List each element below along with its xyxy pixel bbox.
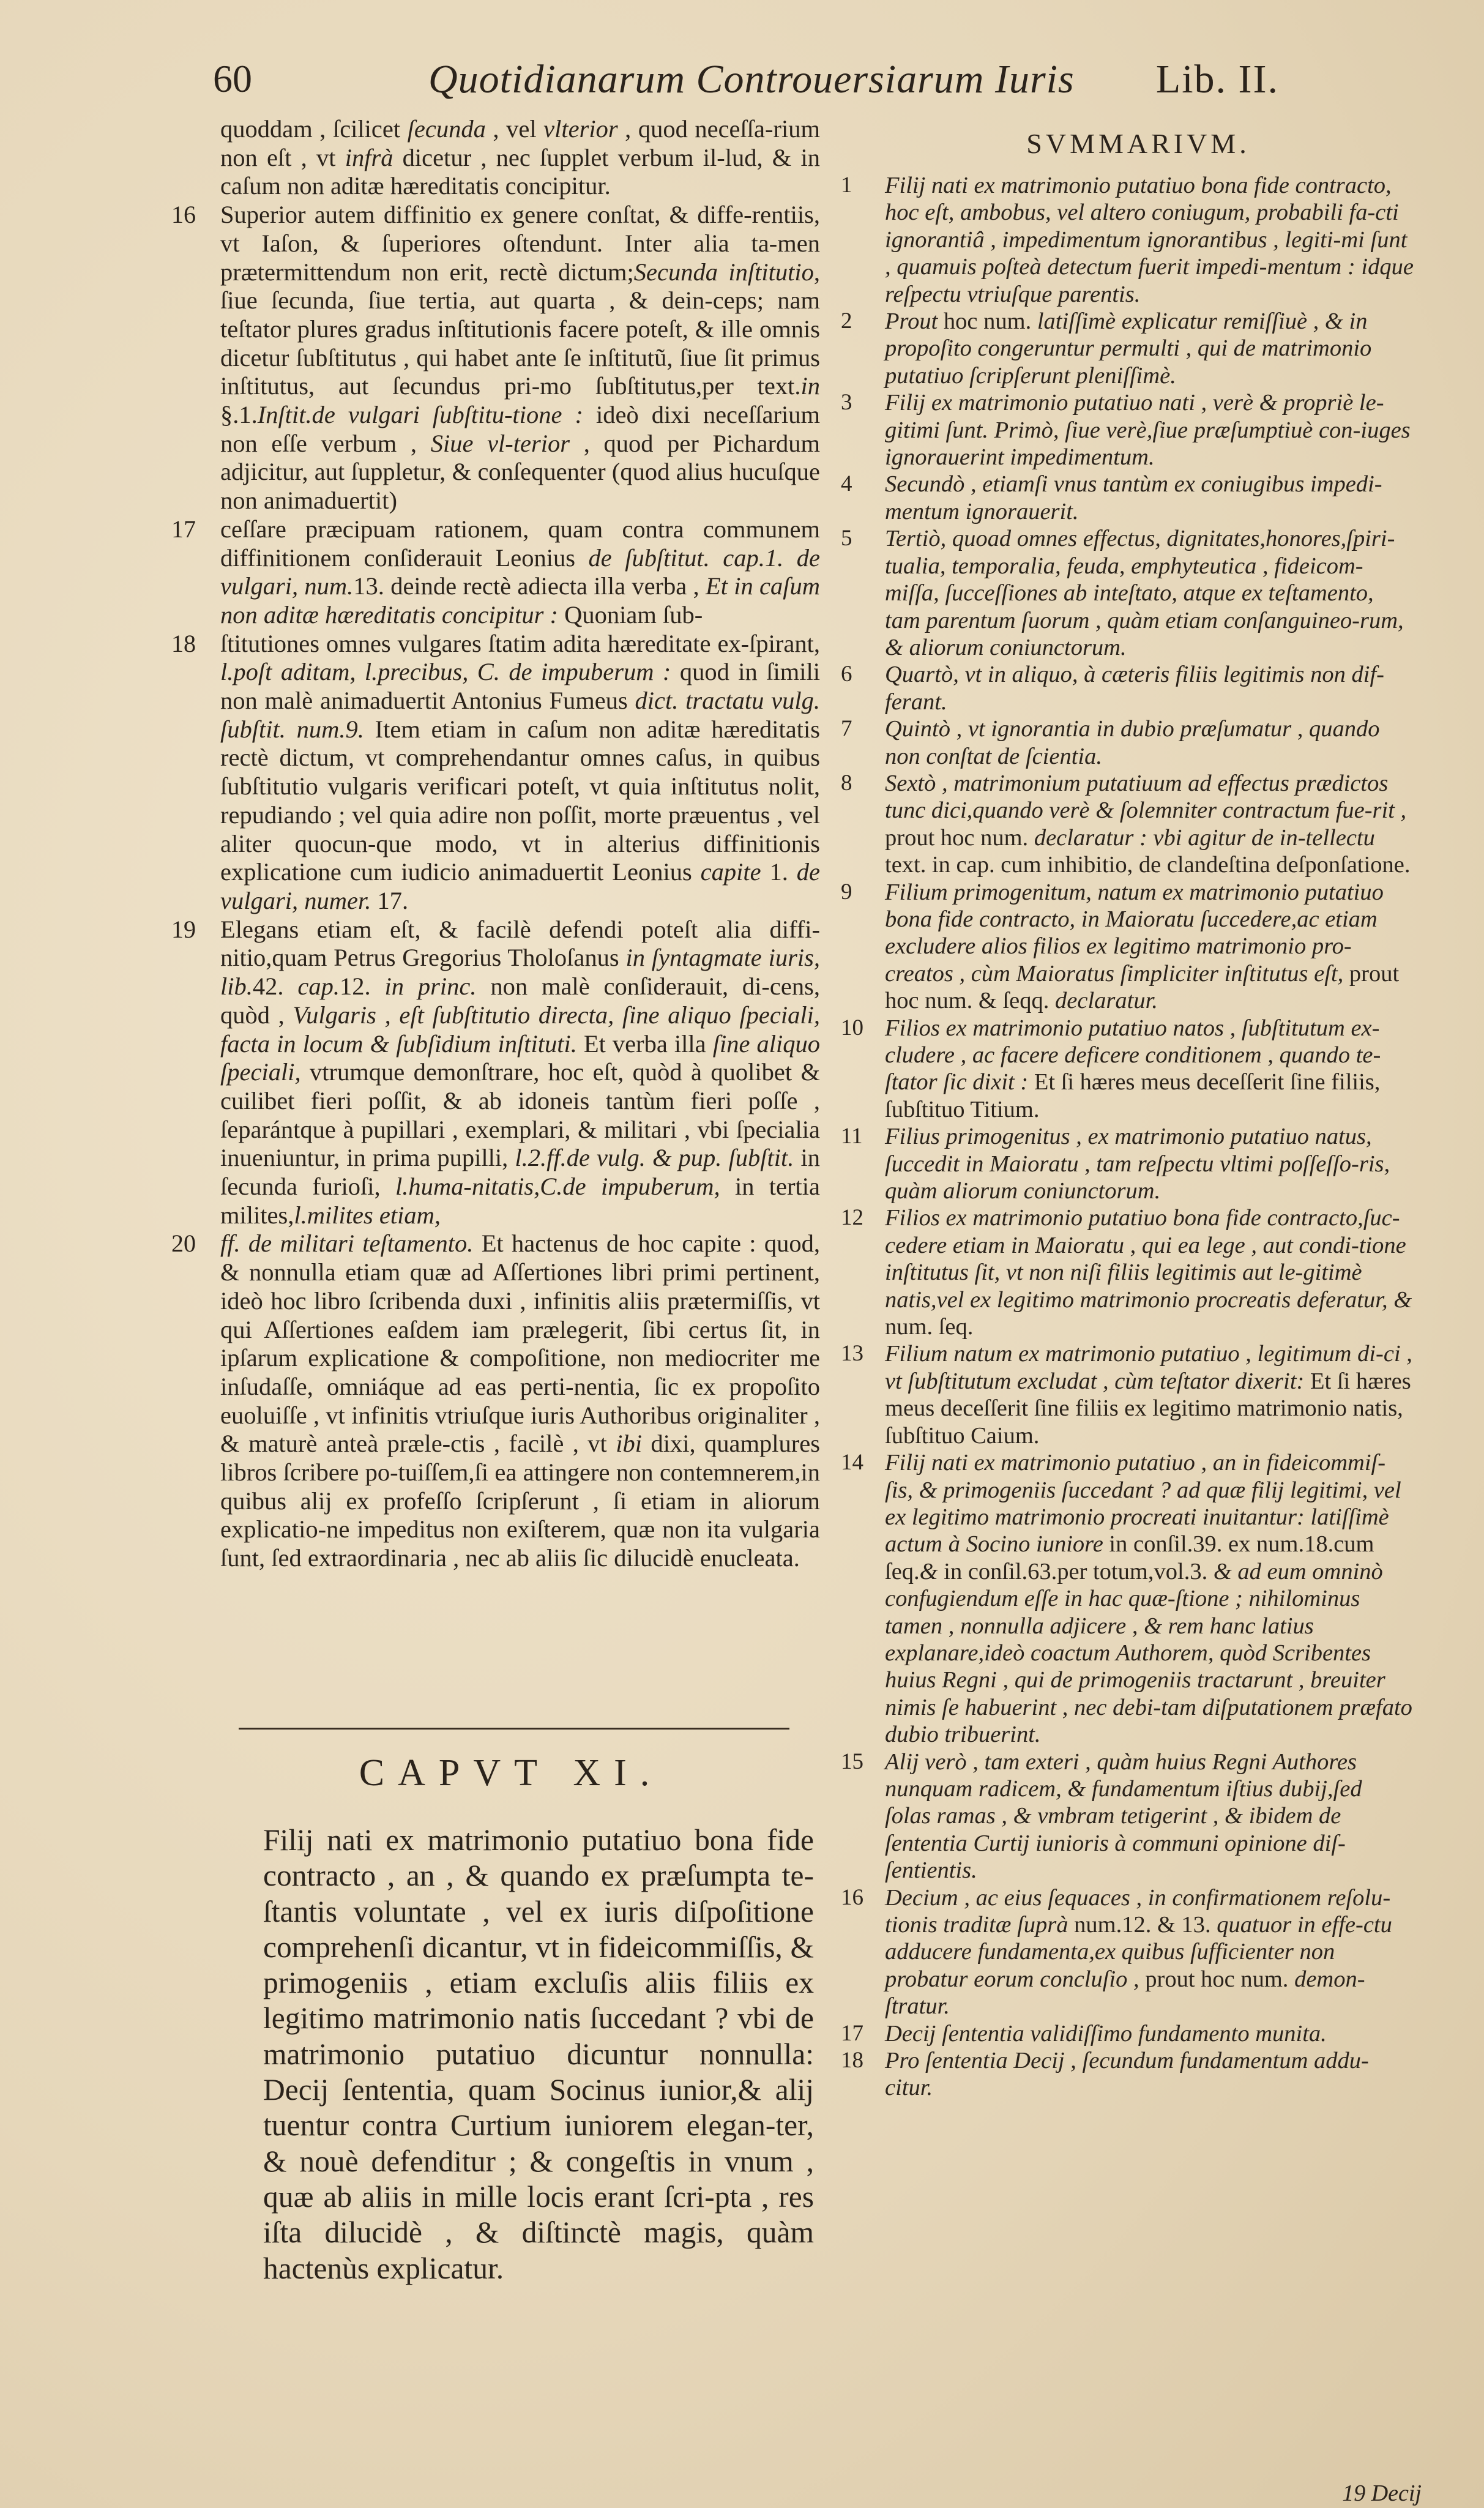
summarium-item [838,1884,1414,2020]
margin-number: 20 [171,1230,196,1258]
item-text: Tertiò, quoad omnes effectus, dignitates,honores,ſpiri-tualia, temporalia, feuda, emphyteutica , fideicom-miſſa, ſucceſſiones ab inteſtato, atque ex teſtamento, tam parentum ſuorum , quàm etiam conſanguineo-rum, & aliorum coniunctorum. [885,526,1404,660]
margin-number: 16 [171,201,196,229]
item-text: Decij ſententia validiſſimo fundamento munita. [885,2020,1327,2047]
body-paragraph [171,115,820,201]
item-number: 18 [841,2048,863,2073]
right-column [838,127,1414,2102]
item-number: 14 [841,1450,863,1476]
item-number: 13 [841,1341,863,1367]
summarium-item [838,1340,1414,1449]
item-text: Filij nati ex matrimonio putatiuo , an in fideicommiſ-ſis, & primogeniis ſuccedant ? ad quæ filij legitimi, vel ex legitimo matrimonio procreati inuitantur: latiſſimè actum à Socino iuniore in conſil.39. ex num.18.cum ſeq.& in conſil.63.per totum,vol.3. & ad eum omninò confugiendum eſſe in hac quæ-ſtione ; nihilominus tamen , nonnulla adjicere , & rem hanc latius explanare,ideò coactum Authorem, quòd Scribentes huius Regni , qui de primogeniis tractarunt , breuiter nimis ſe habuerint , nec debi-tam diſputationem præfato dubio tribuerint. [885,1450,1412,1748]
summarium-item [838,770,1414,879]
margin-number: 19 [171,915,196,943]
item-text: Filij ex matrimonio putatiuo nati , verè & propriè le-gitimi ſunt. Primò, ſiue verè,ſiue præſumptiuè con-iuges ignorauerint impedimentum. [885,390,1411,471]
page-number: 60 [213,57,252,100]
item-text: Alij verò , tam exteri , quàm huius Regni Authores nunquam radicem, & fundamentum iſtius dubij,ſed ſolas ramas , & vmbram tetigerint , & ibidem de ſententia Curtij iunioris à communi opinione diſ-ſentientis. [885,1749,1362,1884]
chapter-rule [239,1728,789,1730]
item-number: 6 [841,662,852,687]
item-number: 12 [841,1205,863,1231]
item-text: Filius primogenitus , ex matrimonio putatiuo natus, ſuccedit in Maioratu , tam reſpectu vltimi poſſeſſo-ris, quàm aliorum coniunctorum. [885,1124,1390,1204]
item-text: Secundò , etiamſi vnus tantùm ex coniugibus impedi-mentum ignorauerit. [885,471,1382,524]
margin-number: 17 [171,515,196,543]
summarium-item [838,525,1414,661]
chapter-heading: CAPVT XI. [359,1752,663,1794]
item-number: 8 [841,770,852,796]
body-paragraph [171,515,820,630]
item-text: Filium natum ex matrimonio putatiuo , legitimum di-ci , vt ſubſtitutum excludat , cùm teſtator dixerit: Et ſi hæres meus deceſſerit ſine filiis ex legitimo matrimonio natis, ſubſtituo Caium. [885,1341,1412,1449]
summarium-item [838,471,1414,525]
summarium-item [838,1449,1414,1748]
body-paragraph [171,1230,820,1572]
summarium-item [838,1749,1414,1884]
item-number: 5 [841,526,852,551]
item-number: 4 [841,471,852,497]
summarium-item [838,715,1414,770]
item-text: Decium , ac eius ſequaces , in confirmationem reſolu-tionis traditæ ſuprà num.12. & 13. quatuor in effe-ctu adducere fundamenta,ex quibus ſufficienter non probatur eorum concluſio , prout hoc num. demon-ſtratur. [885,1884,1392,2020]
summarium-item [838,661,1414,715]
item-number: 10 [841,1015,863,1040]
margin-number: 18 [171,629,196,657]
running-title: Quotidianarum Controuersiarum Iuris [428,57,1075,102]
paragraph-text: Superior autem diffinitio ex genere conſtat, & diffe-rentiis, vt Iaſon, & ſuperiores oſtendunt. Inter alia ta-men prætermittendum non erit, rectè dictum;Secunda inſtitutio, ſiue ſecunda, ſiue tertia, aut quarta , & dein-ceps; nam teſtator plures gradus inſtitutionis facere poteſt, & ille omnis dicetur ſubſtitutus , qui habet ante ſe inſtitutũ, ſiue ſit primus inſtitutus, aut ſecundus pri-mo ſubſtitutus,per text.in §.1.Inſtit.de vulgari ſubſtitu-tione : ideò dixi neceſſarium non eſſe verbum , Siue vl-terior , quod per Pichardum adjicitur, aut ſuppletur, & conſequenter (quod alius hucuſque non animaduertit) [220,201,820,515]
summarium-item [838,172,1414,308]
paragraph-text: Elegans etiam eſt, & facilè defendi poteſt alia diffi-nitio,quam Petrus Gregorius Tholoſanus in ſyntagmate iuris, lib.42. cap.12. in princ. non malè conſiderauit, di-cens, quòd , Vulgaris , eſt ſubſtitutio directa, ſine aliquo ſpeciali, facta in locum & ſubſidium inſtituti. Et verba illa ſine aliquo ſpeciali, vtrumque demonſtrare, hoc eſt, quòd à quolibet & cuilibet fieri poſſit, & ab idoneis tantùm fieri poſſe , ſeparántque à pupillari , exemplari, & militari , vbi ſpecialia inueniuntur, in prima pupilli, l.2.ff.de vulg. & pup. ſubſtit. in ſecunda furioſi, l.huma-nitatis,C.de impuberum, in tertia milites,l.milites etiam, [220,915,821,1229]
paragraph-text: ff. de militari teſtamento. Et hactenus de hoc capite : quod, & nonnulla etiam quæ ad Aſſertiones libri primi pertinent, ideò hoc libro ſcribenda duxi , infinitis aliis prætermiſſis, vt qui Aſſertiones eaſdem iam prælegerit, ſibi certus ſit, in ipſarum explicatione & compoſitione, non mediocriter me inſudaſſe, omniáque ad eas perti-nentia, ſic ex propoſito euoluiſſe , vt infinitis vtriuſque iuris Authoribus originaliter , & maturè anteà præle-ctis , facilè , vt ibi dixi, quamplures libros ſcribere po-tuiſſem,ſi ea attingere non contemnerem,in quibus alij ex profeſſo ſcripſerunt , ſi etiam in aliorum explicatio-ne impeditus non exiſterem, quæ non ita vulgaria ſunt, ſed extraordinaria , nec ab aliis ſic dilucidè enucleata. [220,1230,820,1572]
summarium-item [838,1123,1414,1204]
summarium-heading: SVMMARIVM. [1026,128,1250,159]
book-label: Lib. II. [1155,57,1279,102]
paragraph-text: ceſſare præcipuam rationem, quam contra communem diffinitionem conſiderauit Leonius de ſubſtitut. cap.1. de vulgari, num.13. deinde rectè adiecta illa verba , Et in caſum non aditæ hæreditatis concipitur : Quoniam ſub- [220,515,820,629]
summarium-item [838,389,1414,471]
summarium-item [838,1204,1414,1340]
summarium-list [838,172,1414,2102]
summarium-item [838,308,1414,389]
body-paragraph [171,201,820,515]
item-number: 16 [841,1884,863,1910]
item-text: Filij nati ex matrimonio putatiuo bona fide contracto, hoc eſt, ambobus, vel altero coniugum, probabili fa-cti ignorantiâ , impedimentum ignorantibus , legiti-mi ſunt , quamuis poſteà detectum fuerit impedi-mentum : idque reſpectu vtriuſque parentis. [885,173,1414,307]
item-text: Pro ſententia Decij , ſecundum fundamentum addu-citur. [885,2048,1369,2101]
summarium-item [838,2047,1414,2102]
item-number: 17 [841,2020,863,2046]
item-number: 11 [841,1124,863,1149]
catchword: 19 Decij [1342,2480,1422,2506]
item-text: Prout hoc num. latiſſimè explicatur remiſſiuè , & in propoſito congeruntur permulti , qui de matrimonio putatiuo ſcripſerunt pleniſſimè. [885,308,1372,389]
item-number: 1 [841,173,852,198]
item-text: Quartò, vt in aliquo, à cæteris filiis legitimis non dif-ferant. [885,662,1384,715]
item-number: 7 [841,716,852,742]
item-number: 9 [841,879,852,905]
summarium-item [838,879,1414,1015]
item-text: Sextò , matrimonium putatiuum ad effectus prædictos tunc dici,quando verè & ſolemniter contractum fue-rit , prout hoc num. declaratur : vbi agitur de in-tellectu text. in cap. cum inhibitio, de clandeſtina deſponſatione. [885,770,1411,878]
running-head [208,56,1279,118]
item-number: 3 [841,390,852,416]
item-text: Filios ex matrimonio putatiuo natos , ſubſtitutum ex-cludere , ac facere deficere conditionem , quando te-ſtator ſic dixit : Et ſi hæres meus deceſſerit ſine filiis, ſubſtituo Titium. [885,1015,1381,1122]
paragraph-text: ſtitutiones omnes vulgares ſtatim adita hæreditate ex-ſpirant, l.poſt aditam, l.precibus, C. de impuberum : quod in ſimili non malè animaduertit Antonius Fumeus dict. tractatu vulg. ſubſtit. num.9. Item etiam in caſum non aditæ hæreditatis rectè dictum, vt comprehendantur omnes caſus, in quibus ſubſtitutio vulgaris verificari poteſt, vt quia inſtitutus nolit, repudiando ; vel quia adire non poſſit, morte præuentus , vel aliter quocun-que modo, vt in alterius diffinitionis explicatione cum iudicio animaduertit Leonius capite 1. de vulgari, numer. 17. [220,629,821,914]
item-text: Quintò , vt ignorantia in dubio præſumatur , quando non conſtat de ſcientia. [885,716,1380,769]
item-number: 15 [841,1749,863,1774]
paragraph-text: quoddam , ſcilicet ſecunda , vel vlterior , quod neceſſa-rium non eſt , vt infrà dicetur , nec ſupplet verbum il-lud, & in caſum non aditæ hæreditatis concipitur. [220,115,820,200]
item-text: Filios ex matrimonio putatiuo bona fide contracto,ſuc-cedere etiam in Maioratu , qui ea lege , aut condi-tione inſtitutus ſit, vt non niſi filiis legitimis aut le-gitimè natis,vel ex legitimo matrimonio procreatis deferatur, & num. ſeq. [885,1205,1412,1340]
summarium-item [838,1015,1414,1124]
body-paragraph [171,630,820,916]
summarium-item [838,2020,1414,2047]
left-column [171,115,820,1573]
item-text: Filium primogenitum, natum ex matrimonio putatiuo bona fide contracto, in Maioratu ſuccedere,ac etiam excludere alios filios ex legitimo matrimonio pro-creatos , cùm Maioratus ſimpliciter inſtitutus eſt, prout hoc num. & ſeqq. declaratur. [885,879,1400,1014]
chapter-summary: Filij nati ex matrimonio putatiuo bona fide contracto , an , & quando ex præſumpta te-ſtantis voluntate , vel ex iuris diſpoſitione comprehenſi dicantur, vt in fideicommiſſis, & primogeniis , etiam excluſis aliis filiis ex legitimo matrimonio natis ſuccedant ? vbi de matrimonio putatiuo dicuntur nonnulla: Decij ſententia, quam Socinus iunior,& alij tuentur contra Curtium iuniorem elegan-ter, & nouè defenditur ; & congeſtis in vnum , quæ ab aliis in mille locis erant ſcri-pta , res iſta dilucidè , & diſtinctè magis, quàm hactenùs explicatur. [263,1823,814,2285]
body-paragraph [171,916,820,1230]
item-number: 2 [841,308,852,334]
